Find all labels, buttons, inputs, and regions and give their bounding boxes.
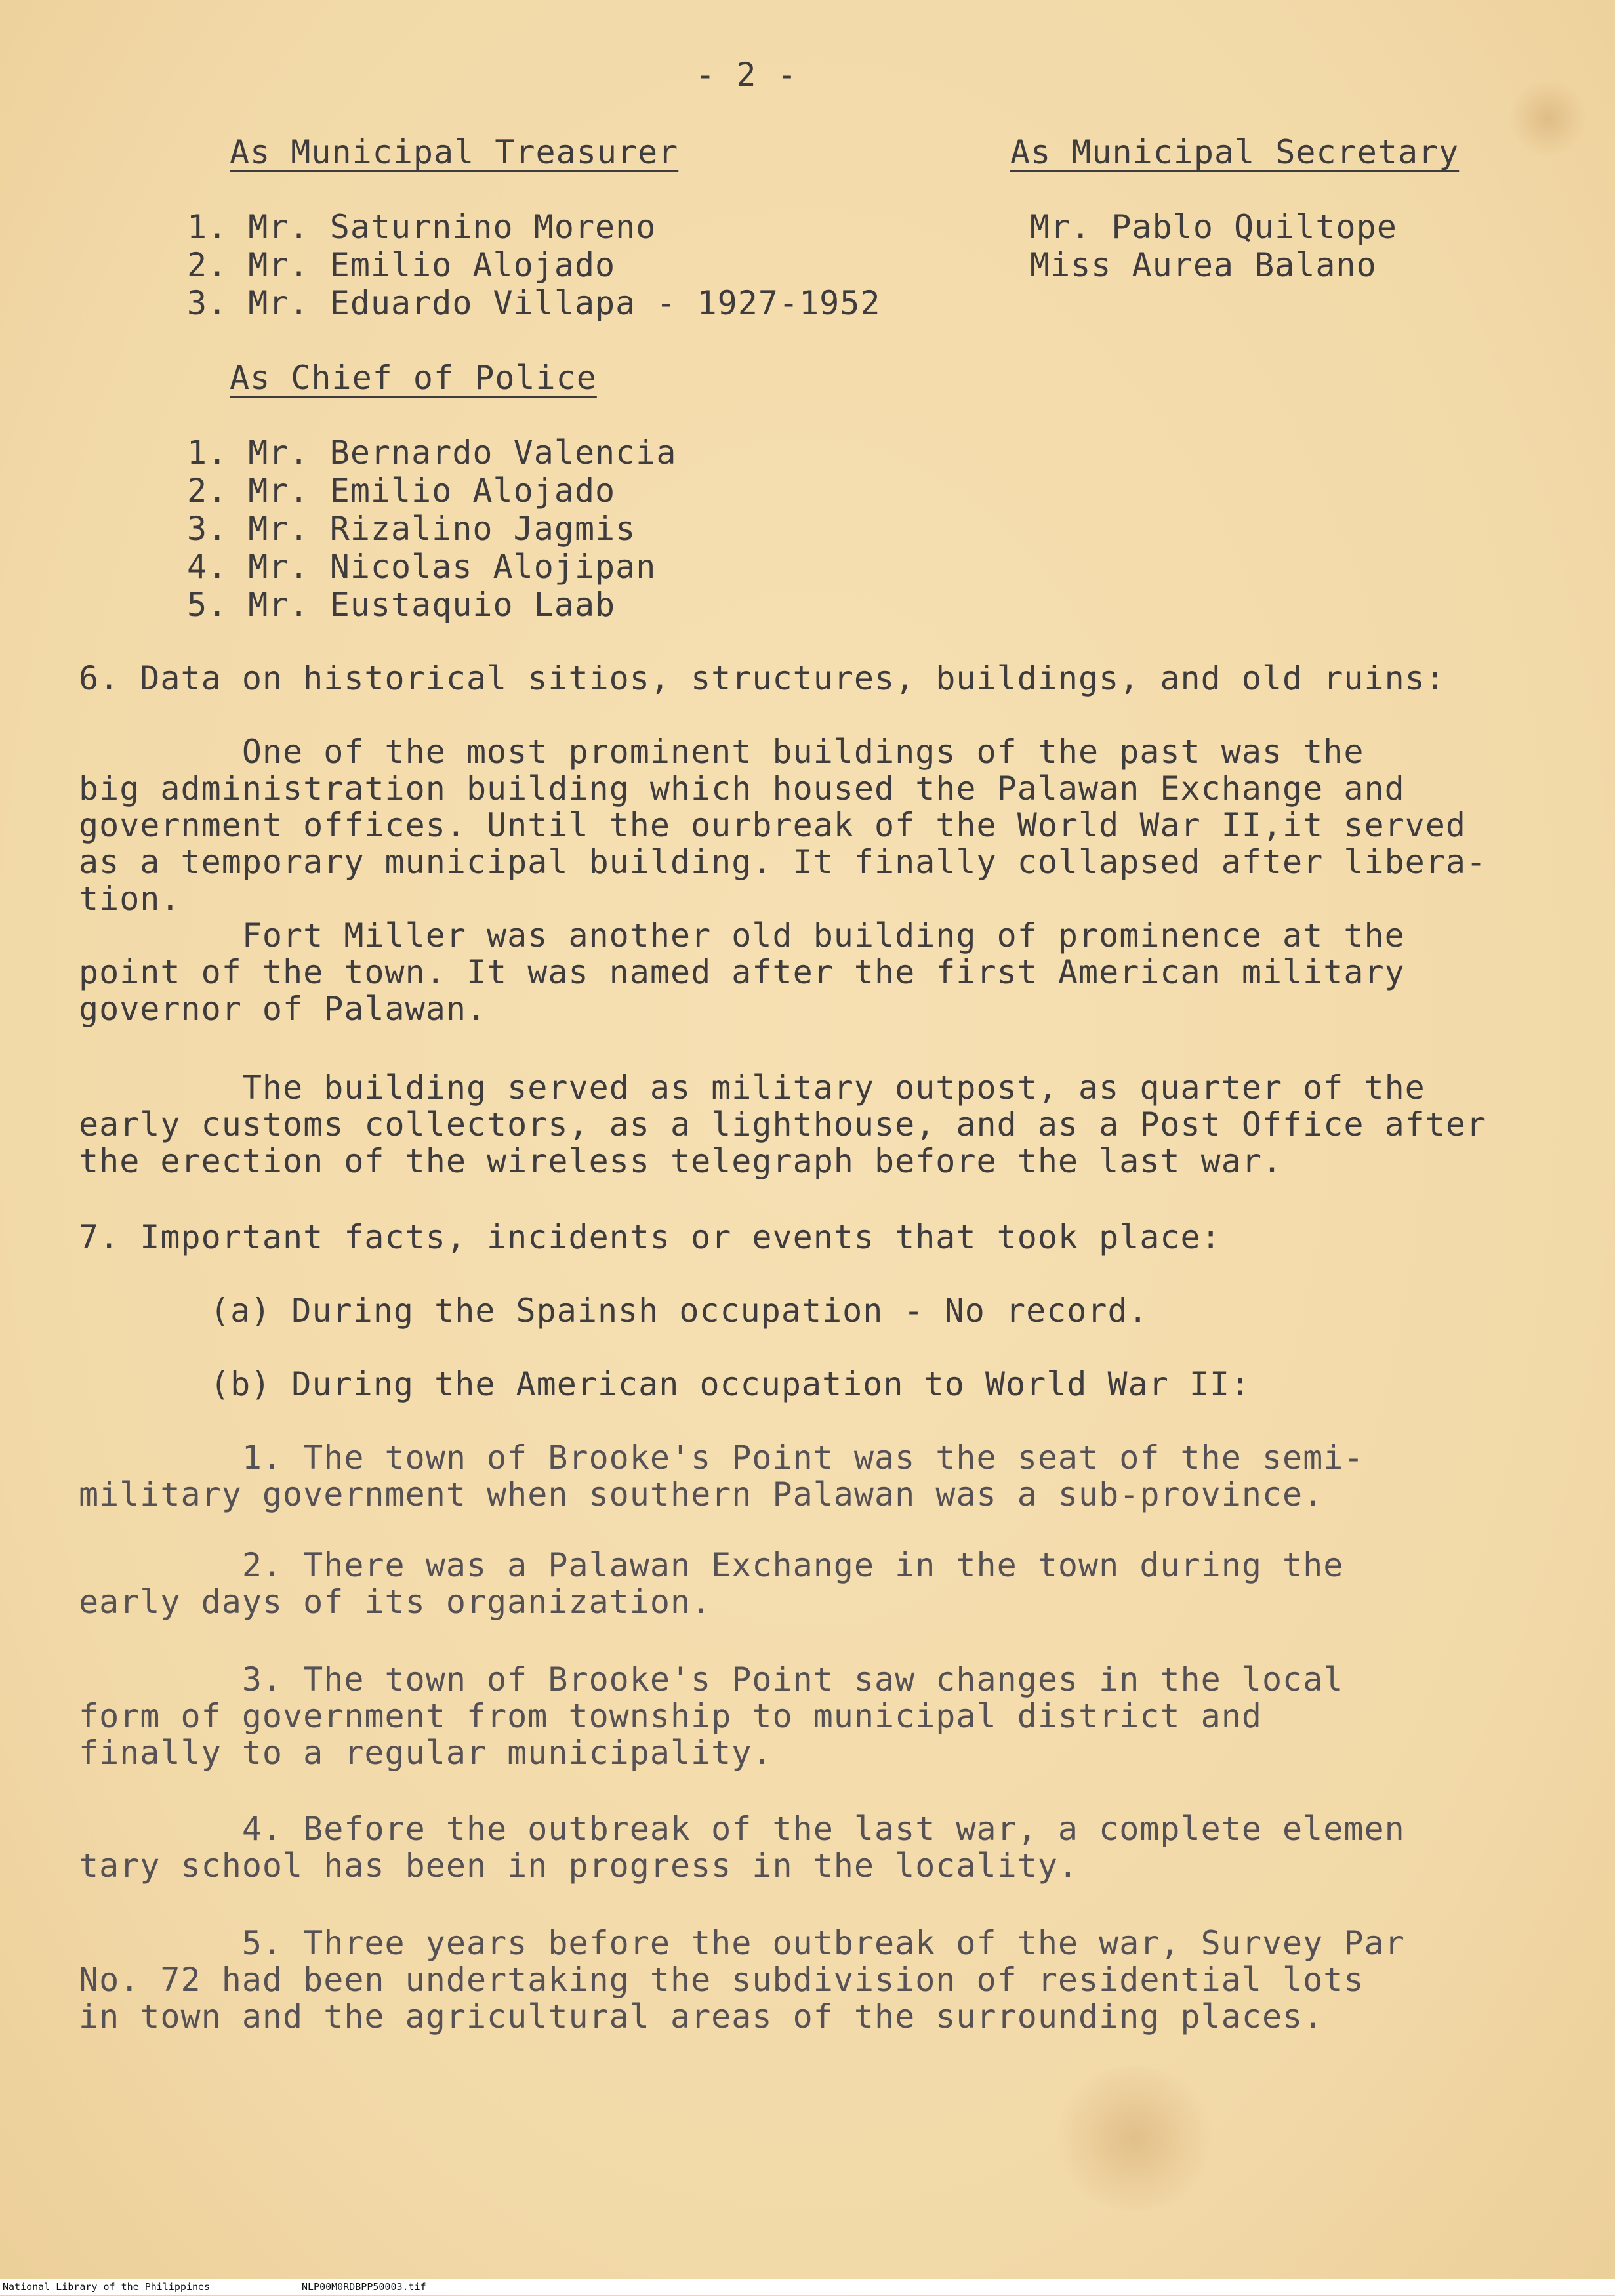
police-item: 2. Mr. Emilio Alojado bbox=[187, 472, 616, 510]
section-6-heading: 6. Data on historical sitios, structures, buildings, and old ruins: bbox=[79, 659, 1446, 697]
treasurer-item: 1. Mr. Saturnino Moreno bbox=[187, 208, 657, 246]
fact-line: military government when southern Palawan was a sub-province. bbox=[79, 1475, 1324, 1513]
paragraph-line: The building served as military outpost, as quarter of the bbox=[79, 1069, 1425, 1107]
fact-line: 2. There was a Palawan Exchange in the town during the bbox=[79, 1546, 1344, 1584]
paragraph-line: government offices. Until the ourbreak of the World War II,it served bbox=[79, 806, 1466, 844]
fact-line: No. 72 had been undertaking the subdivision of residential lots bbox=[79, 1961, 1364, 1999]
fact-line: tary school has been in progress in the locality. bbox=[79, 1847, 1079, 1885]
paper-stain bbox=[1050, 2066, 1220, 2211]
secretary-heading: As Municipal Secretary bbox=[1010, 133, 1460, 171]
police-heading: As Chief of Police bbox=[230, 359, 597, 397]
paragraph-line: tion. bbox=[79, 880, 181, 918]
fact-line: 5. Three years before the outbreak of the war, Survey Par bbox=[79, 1924, 1405, 1962]
police-item: 1. Mr. Bernardo Valencia bbox=[187, 434, 677, 472]
fact-line: in town and the agricultural areas of the surrounding places. bbox=[79, 1998, 1324, 2036]
subsection-b: (b) During the American occupation to World War II: bbox=[210, 1365, 1251, 1403]
secretary-item: Mr. Pablo Quiltope bbox=[1030, 208, 1397, 246]
paragraph-line: big administration building which housed the Palawan Exchange and bbox=[79, 769, 1405, 808]
paragraph-line: the erection of the wireless telegraph before the last war. bbox=[79, 1142, 1283, 1180]
police-item: 5. Mr. Eustaquio Laab bbox=[187, 586, 616, 624]
fact-line: 3. The town of Brooke's Point saw changes in the local bbox=[79, 1660, 1344, 1698]
paragraph-line: governor of Palawan. bbox=[79, 990, 487, 1028]
police-item: 3. Mr. Rizalino Jagmis bbox=[187, 510, 636, 548]
paragraph-line: Fort Miller was another old building of prominence at the bbox=[79, 916, 1405, 954]
treasurer-item: 3. Mr. Eduardo Villapa - 1927-1952 bbox=[187, 284, 881, 322]
scan-footer bbox=[0, 2279, 1615, 2295]
fact-line: early days of its organization. bbox=[79, 1583, 712, 1621]
paragraph-line: point of the town. It was named after the first American military bbox=[79, 953, 1405, 991]
fact-line: 4. Before the outbreak of the last war, a complete elemen bbox=[79, 1810, 1405, 1848]
treasurer-item: 2. Mr. Emilio Alojado bbox=[187, 246, 616, 284]
fact-line: 1. The town of Brooke's Point was the seat of the semi- bbox=[79, 1439, 1364, 1477]
paragraph-line: One of the most prominent buildings of the past was the bbox=[79, 733, 1364, 771]
paragraph-line: early customs collectors, as a lighthouse, and as a Post Office after bbox=[79, 1105, 1487, 1143]
footer-filename: NLP00M0RDBPP50003.tif bbox=[302, 2281, 426, 2293]
footer-institution: National Library of the Philippines bbox=[3, 2281, 211, 2293]
paper-stain bbox=[1509, 79, 1587, 157]
fact-line: finally to a regular municipality. bbox=[79, 1734, 773, 1772]
treasurer-heading: As Municipal Treasurer bbox=[230, 133, 679, 171]
subsection-a: (a) During the Spainsh occupation - No record. bbox=[210, 1292, 1149, 1330]
section-7-heading: 7. Important facts, incidents or events that took place: bbox=[79, 1218, 1221, 1256]
secretary-item: Miss Aurea Balano bbox=[1030, 246, 1377, 284]
police-item: 4. Mr. Nicolas Alojipan bbox=[187, 548, 657, 586]
paragraph-line: as a temporary municipal building. It finally collapsed after libera- bbox=[79, 843, 1487, 881]
page-number: - 2 - bbox=[695, 56, 798, 94]
fact-line: form of government from township to municipal district and bbox=[79, 1697, 1262, 1735]
